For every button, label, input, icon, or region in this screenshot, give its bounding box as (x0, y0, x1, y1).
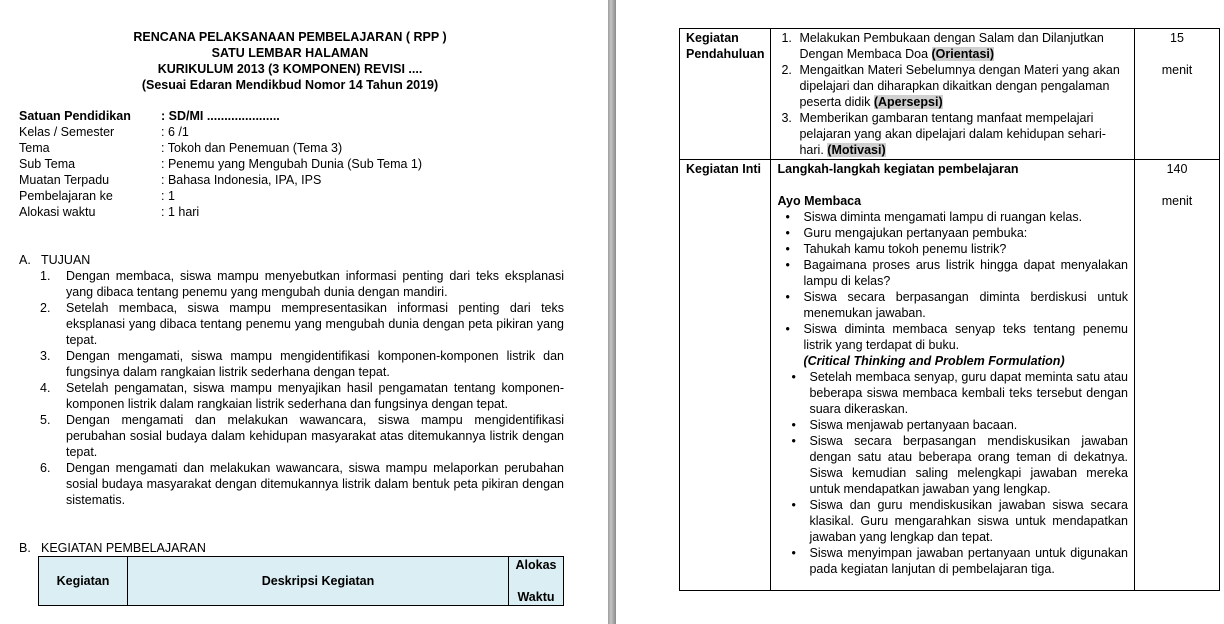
pendahuluan-time (1135, 29, 1220, 160)
list-item: • Siswa diminta membaca senyap teks tentang penemu listrik yang terdapat di buku. (777, 321, 1128, 353)
doc-header-line-3: KURIKULUM 2013 (3 KOMPONEN) REVISI .... (157, 62, 423, 76)
col-header-alokasi-top: Alokas (515, 558, 557, 572)
identity-value: : 6 /1 (161, 125, 189, 139)
tujuan-number: 6. (40, 461, 51, 475)
identity-value: : Tokoh dan Penemuan (Tema 3) (161, 141, 343, 155)
section-a-heading (19, 252, 90, 268)
tujuan-text: Setelah pengamatan, siswa mampu menyajikan hasil pengamatan tentang komponen-komponen listrik dalam rangkaian listrik sederhana dan fungsinya dengan tepat. (66, 381, 564, 411)
item-text: Melakukan Pembukaan dengan Salam dan Dilanjutkan Dengan Membaca Doa (799, 31, 1104, 61)
list-item (777, 110, 1128, 158)
item-text: Memberikan gambaran tentang manfaat mempelajari pelajaran yang akan dipelajari dalam kehidupan sehari-hari. (799, 111, 1106, 157)
identity-label: Muatan Terpadu (19, 173, 110, 187)
kegiatan-pendahuluan-label: Kegiatan Pendahuluan (680, 29, 771, 160)
list-item: • Siswa dan guru mendiskusikan jawaban siswa secara klasikal. Guru mengarahkan siswa untuk mendapatkan jawaban yang lengkap dan tepat. (777, 497, 1128, 545)
doc-header-line-1: RENCANA PELAKSANAAN PEMBELAJARAN ( RPP ) (133, 30, 447, 44)
tujuan-item (40, 300, 564, 348)
tujuan-number: 3. (40, 349, 51, 363)
ayo-membaca-heading: Ayo Membaca (777, 194, 862, 208)
table-row-inti (680, 160, 1220, 591)
identity-label: Satuan Pendidikan (19, 109, 131, 123)
tujuan-text: Dengan mengamati dan melakukan wawancara, siswa mampu melaporkan perubahan sosial budaya masyarakat dengan ditemukannya listrik dalam bentuk peta pikiran dengan sistematis. (66, 461, 564, 507)
item-number: 2. (781, 63, 792, 77)
identity-label: Pembelajaran ke (19, 189, 113, 203)
page-divider (608, 0, 616, 624)
list-item: • Siswa secara berpasangan mendiskusikan jawaban dengan satu atau beberapa orang teman di dekatnya. Siswa kemudian saling melengkapi jawaban mereka untuk mendapatkan jawaban yang lengkap. (777, 433, 1128, 497)
time-unit: menit (1161, 194, 1193, 208)
time-unit: menit (1161, 63, 1193, 77)
doc-header-line-4: (Sesuai Edaran Mendikbud Nomor 14 Tahun 2019) (141, 78, 439, 92)
tujuan-item (40, 348, 564, 380)
section-b-heading (19, 540, 206, 556)
inti-description (771, 160, 1135, 591)
col-header-deskripsi: Deskripsi Kegiatan (128, 557, 509, 606)
identity-value: : 1 hari (161, 205, 200, 219)
pendahuluan-list (777, 30, 1128, 158)
item-tag: (Orientasi) (931, 47, 995, 61)
identity-value: : Penemu yang Mengubah Dunia (Sub Tema 1) (161, 157, 423, 171)
tujuan-text: Dengan mengamati, siswa mampu mengidentifikasi komponen-komponen listrik dan fungsinya dalam rangkaian listrik sederhana dengan tepat. (66, 349, 564, 379)
identity-label: Sub Tema (19, 157, 76, 171)
pendahuluan-description (771, 29, 1135, 160)
inti-bullet-list-2 (777, 369, 1128, 577)
tujuan-list (40, 268, 564, 508)
list-item: • Setelah membaca senyap, guru dapat meminta satu atau beberapa siswa membaca kembali teks tersebut dengan suara dikeraskan. (777, 369, 1128, 417)
tujuan-number: 4. (40, 381, 51, 395)
time-value: 140 (1166, 162, 1188, 176)
section-title: TUJUAN (41, 253, 91, 267)
critical-thinking-label: (Critical Thinking and Problem Formulation) (803, 354, 1065, 368)
list-item (777, 30, 1128, 62)
identity-label: Tema (19, 141, 50, 155)
tujuan-text: Setelah membaca, siswa mampu mempresentasikan informasi penting dari teks eksplanasi yang dibaca tentang penemu yang mengubah dunia dengan peta pikiran yang tepat. (66, 301, 564, 347)
section-title: KEGIATAN PEMBELAJARAN (41, 541, 206, 555)
tujuan-number: 2. (40, 301, 51, 315)
tujuan-text: Dengan mengamati dan melakukan wawancara, siswa mampu mengidentifikasi perubahan sosial budaya dalam kehidupan masyarakat atas ditemukannya listrik dengan tepat. (66, 413, 564, 459)
list-item: • Siswa menyimpan jawaban pertanyaan untuk digunakan pada kegiatan lanjutan di pembelajaran tiga. (777, 545, 1128, 577)
list-item: • Siswa menjawab pertanyaan bacaan. (777, 417, 1128, 433)
identity-value: : SD/MI ..................... (161, 109, 280, 123)
table-row-pendahuluan (680, 29, 1220, 160)
list-item: • Guru mengajukan pertanyaan pembuka: (777, 225, 1128, 241)
inti-heading: Langkah-langkah kegiatan pembelajaran (777, 162, 1019, 176)
item-number: 1. (781, 31, 792, 45)
list-item: • Siswa diminta mengamati lampu di ruangan kelas. (777, 209, 1128, 225)
tujuan-item (40, 268, 564, 300)
item-tag: (Motivasi) (827, 143, 886, 157)
tujuan-item (40, 412, 564, 460)
identity-value: : Bahasa Indonesia, IPA, IPS (161, 173, 322, 187)
tujuan-number: 5. (40, 413, 51, 427)
tujuan-item (40, 380, 564, 412)
tujuan-item (40, 460, 564, 508)
col-header-alokasi (509, 557, 564, 606)
time-value: 15 (1170, 31, 1184, 45)
identity-value: : 1 (161, 189, 175, 203)
list-item: • Tahukah kamu tokoh penemu listrik? (777, 241, 1128, 257)
section-letter: B. (19, 541, 31, 555)
document-page-right (616, 0, 1224, 624)
list-item: • Siswa secara berpasangan diminta berdiskusi untuk menemukan jawaban. (777, 289, 1128, 321)
item-number: 3. (781, 111, 792, 125)
kegiatan-table-header (38, 556, 564, 606)
kegiatan-inti-label: Kegiatan Inti (680, 160, 771, 591)
identity-label: Alokasi waktu (19, 205, 96, 219)
list-item: • Bagaimana proses arus listrik hingga dapat menyalakan lampu di kelas? (777, 257, 1128, 289)
identity-label: Kelas / Semester (19, 125, 115, 139)
item-text: Mengaitkan Materi Sebelumnya dengan Materi yang akan dipelajari dan diharapkan dikaitkan dengan pengalaman peserta didik (799, 63, 1120, 109)
col-header-alokasi-bottom: Waktu (517, 590, 555, 604)
col-header-kegiatan: Kegiatan (39, 557, 128, 606)
section-letter: A. (19, 253, 31, 267)
inti-time (1135, 160, 1220, 591)
list-item (777, 62, 1128, 110)
kegiatan-table-body (679, 28, 1220, 591)
item-tag: (Apersepsi) (873, 95, 943, 109)
tujuan-number: 1. (40, 269, 51, 283)
doc-header-line-2: SATU LEMBAR HALAMAN (211, 46, 369, 60)
tujuan-text: Dengan membaca, siswa mampu menyebutkan informasi penting dari teks eksplanasi yang dibaca tentang penemu yang mengubah dunia dengan mandiri. (66, 269, 564, 299)
document-page-left (0, 0, 608, 624)
inti-bullet-list (777, 209, 1128, 353)
